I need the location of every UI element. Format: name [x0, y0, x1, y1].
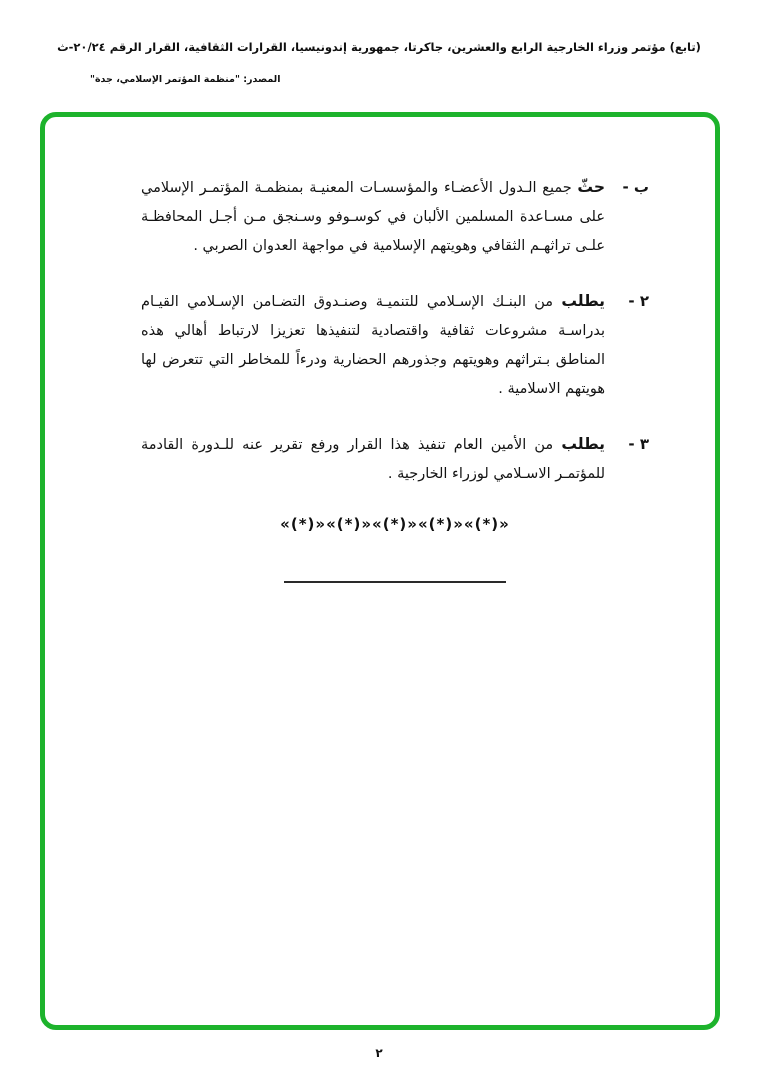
item-lead-word: حثّ	[577, 178, 605, 196]
item-marker: ٣ -	[628, 435, 649, 453]
list-item	[141, 173, 649, 261]
item-text	[141, 173, 605, 261]
item-marker: ٢ -	[628, 292, 649, 310]
resolution-body	[45, 117, 715, 583]
item-marker: ب -	[622, 178, 649, 196]
page-number: ٢	[375, 1046, 383, 1060]
divider-line	[284, 581, 506, 583]
header-line: (تابع) مؤتمر وزراء الخارجية الرابع والعشرين، جاكرتا، جمهورية إندونيسيا، القرارات الثقافية، القرار الرقم ٢٠/٢٤-ث	[57, 40, 701, 54]
list-item	[141, 430, 649, 489]
item-lead-word: يطلب	[561, 292, 605, 310]
green-border-frame	[40, 112, 720, 1030]
list-item	[141, 287, 649, 404]
item-body-text: جميع الـدول الأعضـاء والمؤسسـات المعنيـة بمنظمـة المؤتمـر الإسلامي على مسـاعدة المسلمين الألبان في كوسـوفو وسـنجق مـن أجـل المحافظـة علـى تراثهـم الثقافي وهويتهم الإسلامية في مواجهة العدوان الصربي .	[141, 180, 605, 254]
item-text	[141, 287, 605, 404]
item-body-text: من البنـك الإسـلامي للتنميـة وصنـدوق التضـامن الإسـلامي القيـام بدراسـة مشروعات ثقافية واقتصادية لتنفيذها تعزيزا لارتباط أهالي هذه المناطق بـتراثهم وهويتهم وجذورهم الحضارية ودرءاً للمخاطر التي تتعرض لها هويتهم الاسلامية .	[141, 294, 605, 397]
ornament-separator: «(*)»«(*)»«(*)»«(*)»«(*)»	[280, 515, 510, 533]
item-lead-word: يطلب	[561, 435, 605, 453]
source-line: المصدر: "منظمة المؤتمر الإسلامي، جدة"	[90, 74, 281, 85]
item-body-text: من الأمين العام تنفيذ هذا القرار ورفع تقرير عنه للـدورة القادمة للمؤتمـر الاسـلامي لوزراء الخارجية .	[141, 437, 605, 482]
item-text	[141, 430, 605, 489]
